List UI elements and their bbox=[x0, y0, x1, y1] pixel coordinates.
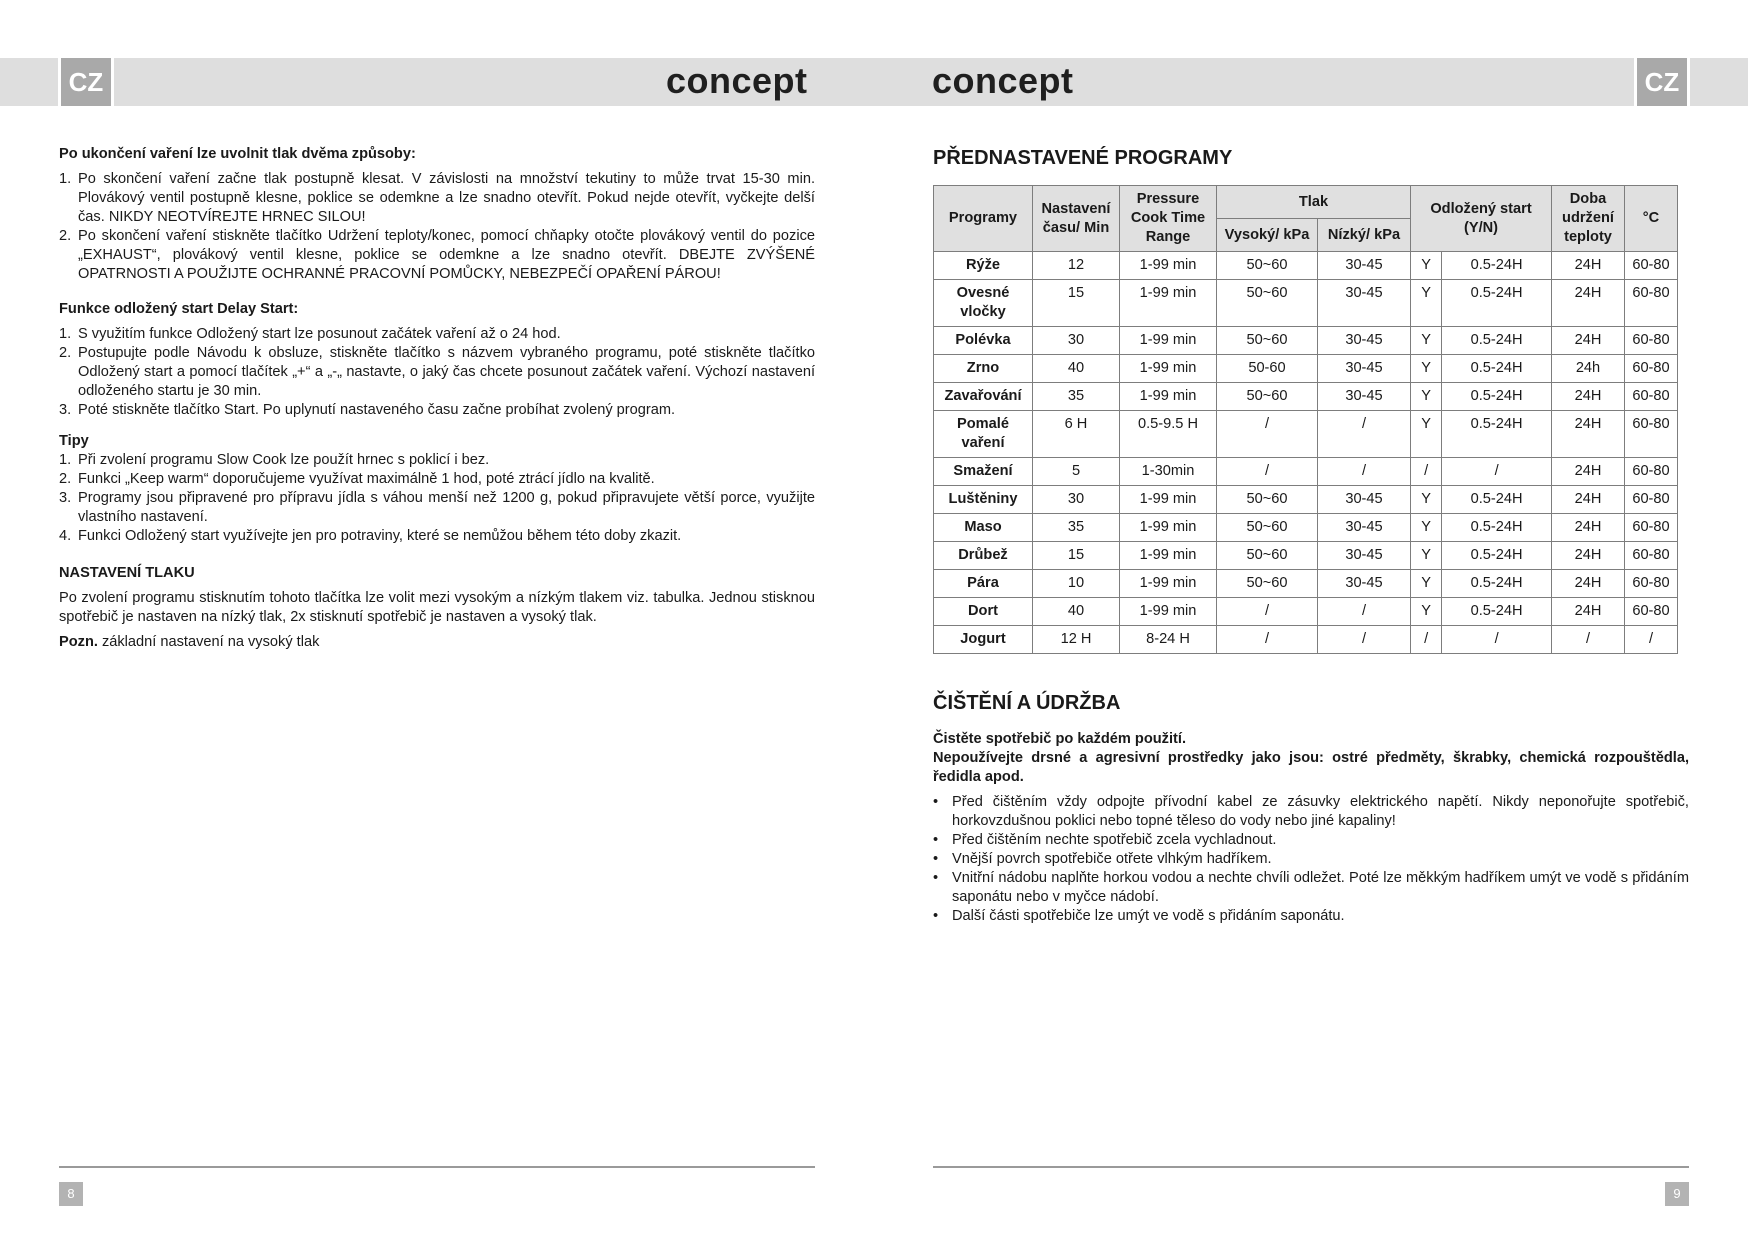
list-item: 1. Při zvolení programu Slow Cook lze použít hrnec s poklicí i bez. bbox=[59, 452, 490, 468]
table-cell: 50~60 bbox=[1217, 514, 1318, 542]
table-cell: 0.5-24H bbox=[1442, 327, 1552, 355]
table-cell: Y bbox=[1411, 542, 1442, 570]
table-cell: / bbox=[1411, 458, 1442, 486]
table-cell: 60-80 bbox=[1625, 570, 1678, 598]
right-page-content bbox=[933, 145, 1689, 926]
table-cell: 60-80 bbox=[1625, 514, 1678, 542]
table-row bbox=[934, 514, 1678, 542]
col-header-pressure: Pressure Cook Time Range bbox=[1120, 186, 1217, 252]
list-item: • Před čištěním vždy odpojte přívodní kabel ze zásuvky elektrického napětí. Nikdy neponořujte spotřebič, horkovzdušnou poklici nebo topné těleso do vody nebo jiné kapaliny! bbox=[933, 793, 1689, 831]
program-name-cell: Smažení bbox=[934, 458, 1033, 486]
table-cell: 24H bbox=[1552, 542, 1625, 570]
language-badge-left: CZ bbox=[58, 58, 114, 106]
program-name-cell: Zavařování bbox=[934, 383, 1033, 411]
table-cell: 50~60 bbox=[1217, 252, 1318, 280]
table-cell: Y bbox=[1411, 514, 1442, 542]
table-cell: Y bbox=[1411, 327, 1442, 355]
list-item: 3. Programy jsou připravené pro přípravu jídla s váhou menší než 1200 g, pokud připravujete větší porce, využijte vlastního nastavení. bbox=[59, 490, 815, 525]
cleaning-heading: ČIŠTĚNÍ A ÚDRŽBA bbox=[933, 692, 1121, 714]
table-cell: Y bbox=[1411, 252, 1442, 280]
table-row bbox=[934, 486, 1678, 514]
table-cell: 24H bbox=[1552, 327, 1625, 355]
note-text: základní nastavení na vysoký tlak bbox=[97, 634, 320, 650]
table-cell: Y bbox=[1411, 280, 1442, 327]
table-cell: 50~60 bbox=[1217, 570, 1318, 598]
table-row bbox=[934, 570, 1678, 598]
table-cell: 12 H bbox=[1033, 626, 1120, 654]
table-cell: 30-45 bbox=[1318, 355, 1411, 383]
language-badge-right: CZ bbox=[1634, 58, 1690, 106]
table-cell: 10 bbox=[1033, 570, 1120, 598]
table-cell: / bbox=[1217, 626, 1318, 654]
table-cell: 30-45 bbox=[1318, 570, 1411, 598]
table-cell: 0.5-24H bbox=[1442, 355, 1552, 383]
release-list bbox=[59, 170, 815, 284]
program-name-cell: Zrno bbox=[934, 355, 1033, 383]
table-cell: 30-45 bbox=[1318, 327, 1411, 355]
cleaning-list bbox=[933, 793, 1689, 926]
table-cell: 35 bbox=[1033, 383, 1120, 411]
table-row bbox=[934, 355, 1678, 383]
table-cell: / bbox=[1625, 626, 1678, 654]
cleaning-bold-1: Čistěte spotřebič po každém použití. bbox=[933, 731, 1186, 747]
table-cell: 1-99 min bbox=[1120, 486, 1217, 514]
table-cell: Y bbox=[1411, 486, 1442, 514]
note-label: Pozn. bbox=[59, 634, 98, 650]
table-cell: 5 bbox=[1033, 458, 1120, 486]
table-cell: 1-99 min bbox=[1120, 327, 1217, 355]
table-cell: / bbox=[1217, 598, 1318, 626]
delay-list bbox=[59, 325, 815, 420]
col-header-nizky: Nízký/ kPa bbox=[1318, 219, 1411, 252]
program-name-cell: Dort bbox=[934, 598, 1033, 626]
pressure-text: Po zvolení programu stisknutím tohoto tlačítka lze volit mezi vysokým a nízkým tlakem viz. tabulka. Jednou stisknou spotřebič je nastaven na nízký tlak, 2x stisknutí spotřebič je nastaven a vysoký tlak. bbox=[59, 590, 815, 625]
table-cell: 35 bbox=[1033, 514, 1120, 542]
table-cell: 1-99 min bbox=[1120, 280, 1217, 327]
program-name-cell: Rýže bbox=[934, 252, 1033, 280]
table-row bbox=[934, 458, 1678, 486]
table-cell: 60-80 bbox=[1625, 542, 1678, 570]
table-cell: 30-45 bbox=[1318, 280, 1411, 327]
table-cell: 60-80 bbox=[1625, 486, 1678, 514]
table-cell: 24H bbox=[1552, 280, 1625, 327]
table-cell: Y bbox=[1411, 570, 1442, 598]
table-cell: 60-80 bbox=[1625, 598, 1678, 626]
table-cell: 1-99 min bbox=[1120, 542, 1217, 570]
table-cell: 24H bbox=[1552, 458, 1625, 486]
table-cell: 1-99 min bbox=[1120, 570, 1217, 598]
footer-rule-left bbox=[59, 1166, 815, 1168]
list-item: 1. S využitím funkce Odložený start lze posunout začátek vaření až o 24 hod. bbox=[59, 326, 561, 342]
table-cell: 50~60 bbox=[1217, 486, 1318, 514]
table-cell: / bbox=[1411, 626, 1442, 654]
table-cell: 1-99 min bbox=[1120, 383, 1217, 411]
table-cell: 24H bbox=[1552, 383, 1625, 411]
release-heading: Po ukončení vaření lze uvolnit tlak dvěma způsoby: bbox=[59, 146, 416, 162]
table-row bbox=[934, 411, 1678, 458]
table-row bbox=[934, 626, 1678, 654]
table-cell: 50~60 bbox=[1217, 280, 1318, 327]
table-cell: 40 bbox=[1033, 355, 1120, 383]
delay-heading: Funkce odložený start Delay Start: bbox=[59, 301, 299, 317]
table-cell: 30-45 bbox=[1318, 252, 1411, 280]
table-row bbox=[934, 542, 1678, 570]
table-cell: 8-24 H bbox=[1120, 626, 1217, 654]
list-item: 4. Funkci Odložený start využívejte jen pro potraviny, které se nemůžou během této doby zkazit. bbox=[59, 528, 682, 544]
table-cell: 50~60 bbox=[1217, 383, 1318, 411]
table-cell: Y bbox=[1411, 383, 1442, 411]
table-cell: 40 bbox=[1033, 598, 1120, 626]
brand-logo-left: concept bbox=[666, 60, 808, 101]
col-header-nastaveni: Nastavení času/ Min bbox=[1033, 186, 1120, 252]
table-cell: 30 bbox=[1033, 327, 1120, 355]
table-cell: / bbox=[1318, 411, 1411, 458]
table-row bbox=[934, 327, 1678, 355]
table-cell: 1-99 min bbox=[1120, 514, 1217, 542]
program-name-cell: Polévka bbox=[934, 327, 1033, 355]
col-header-vysoky: Vysoký/ kPa bbox=[1217, 219, 1318, 252]
table-cell: 60-80 bbox=[1625, 327, 1678, 355]
program-name-cell: Pomalé vaření bbox=[934, 411, 1033, 458]
col-header-tlak: Tlak bbox=[1217, 186, 1411, 219]
list-item: • Vnitřní nádobu naplňte horkou vodou a nechte chvíli odležet. Poté lze měkkým hadříkem umýt ve vodě s přidáním saponátu nebo v myčce nádobí. bbox=[933, 869, 1689, 907]
table-cell: 6 H bbox=[1033, 411, 1120, 458]
table-cell: 30-45 bbox=[1318, 383, 1411, 411]
table-cell: 60-80 bbox=[1625, 355, 1678, 383]
col-header-programy: Programy bbox=[934, 186, 1033, 252]
list-item: 1. Po skončení vaření začne tlak postupně klesat. V závislosti na množství tekutiny to může trvat 15-30 min. Plovákový ventil postupně klesne, poklice se odemkne a lze snadno otevřít. Pokud nejde otevřít, vyčkejte delší čas. NIKDY NEOTVÍREJTE HRNEC SILOU! bbox=[59, 171, 815, 225]
table-row bbox=[934, 383, 1678, 411]
table-cell: 60-80 bbox=[1625, 252, 1678, 280]
table-cell: 1-30min bbox=[1120, 458, 1217, 486]
table-cell: 24H bbox=[1552, 486, 1625, 514]
table-cell: 15 bbox=[1033, 280, 1120, 327]
table-cell: 24H bbox=[1552, 570, 1625, 598]
table-cell: / bbox=[1217, 411, 1318, 458]
table-cell: / bbox=[1318, 458, 1411, 486]
table-cell: 1-99 min bbox=[1120, 598, 1217, 626]
tips-list bbox=[59, 451, 815, 546]
programs-table bbox=[933, 185, 1678, 654]
table-cell: 1-99 min bbox=[1120, 252, 1217, 280]
table-cell: / bbox=[1318, 626, 1411, 654]
table-cell: 0.5-24H bbox=[1442, 411, 1552, 458]
pressure-note bbox=[59, 633, 815, 652]
footer-rule-right bbox=[933, 1166, 1689, 1168]
program-name-cell: Luštěniny bbox=[934, 486, 1033, 514]
list-item: 2. Funkci „Keep warm“ doporučujeme využívat maximálně 1 hod, poté ztrácí jídlo na kvalitě. bbox=[59, 471, 655, 487]
table-cell: 0.5-24H bbox=[1442, 542, 1552, 570]
programs-table-body bbox=[934, 252, 1678, 654]
table-cell: 50~60 bbox=[1217, 542, 1318, 570]
table-cell: 60-80 bbox=[1625, 411, 1678, 458]
table-cell: 30-45 bbox=[1318, 514, 1411, 542]
program-name-cell: Drůbež bbox=[934, 542, 1033, 570]
table-row bbox=[934, 598, 1678, 626]
program-name-cell: Jogurt bbox=[934, 626, 1033, 654]
table-cell: 15 bbox=[1033, 542, 1120, 570]
table-cell: 0.5-24H bbox=[1442, 570, 1552, 598]
table-cell: 0.5-24H bbox=[1442, 598, 1552, 626]
list-item: • Před čištěním nechte spotřebič zcela vychladnout. bbox=[933, 831, 1689, 850]
page-number-right: 9 bbox=[1665, 1182, 1689, 1206]
program-name-cell: Maso bbox=[934, 514, 1033, 542]
list-item: 2. Postupujte podle Návodu k obsluze, stiskněte tlačítko s názvem vybraného programu, poté stiskněte tlačítko Odložený start a pomocí tlačítek „+“ a „-„ nastavte, o jaký čas chcete posunout začátek vaření. Výchozí nastavení odloženého startu je 30 min. bbox=[59, 345, 815, 399]
table-cell: 60-80 bbox=[1625, 458, 1678, 486]
table-cell: 0.5-24H bbox=[1442, 514, 1552, 542]
table-cell: 50~60 bbox=[1217, 327, 1318, 355]
cleaning-bold-2: Nepoužívejte drsné a agresivní prostředky jako jsou: ostré předměty, škrabky, chemická rozpouštědla, ředidla apod. bbox=[933, 750, 1689, 785]
table-cell: 30 bbox=[1033, 486, 1120, 514]
table-cell: 24H bbox=[1552, 598, 1625, 626]
table-row bbox=[934, 252, 1678, 280]
table-cell: 60-80 bbox=[1625, 383, 1678, 411]
table-cell: 30-45 bbox=[1318, 542, 1411, 570]
col-header-odlozeny: Odložený start (Y/N) bbox=[1411, 186, 1552, 252]
table-cell: / bbox=[1442, 626, 1552, 654]
table-cell: / bbox=[1318, 598, 1411, 626]
table-cell: 0.5-9.5 H bbox=[1120, 411, 1217, 458]
program-name-cell: Ovesné vločky bbox=[934, 280, 1033, 327]
table-row bbox=[934, 280, 1678, 327]
table-cell: / bbox=[1442, 458, 1552, 486]
table-cell: / bbox=[1552, 626, 1625, 654]
table-cell: 24H bbox=[1552, 252, 1625, 280]
programs-heading: PŘEDNASTAVENÉ PROGRAMY bbox=[933, 147, 1233, 169]
pressure-heading: NASTAVENÍ TLAKU bbox=[59, 565, 195, 581]
table-cell: 0.5-24H bbox=[1442, 383, 1552, 411]
list-item: • Vnější povrch spotřebiče otřete vlhkým hadříkem. bbox=[933, 850, 1689, 869]
tips-heading: Tipy bbox=[59, 433, 89, 449]
list-item: • Další části spotřebiče lze umýt ve vodě s přidáním saponátu. bbox=[933, 907, 1689, 926]
table-cell: 12 bbox=[1033, 252, 1120, 280]
table-cell: 0.5-24H bbox=[1442, 280, 1552, 327]
table-cell: 30-45 bbox=[1318, 486, 1411, 514]
program-name-cell: Pára bbox=[934, 570, 1033, 598]
table-cell: / bbox=[1217, 458, 1318, 486]
table-cell: Y bbox=[1411, 355, 1442, 383]
table-cell: 0.5-24H bbox=[1442, 486, 1552, 514]
col-header-teplota: °C bbox=[1625, 186, 1678, 252]
table-cell: Y bbox=[1411, 411, 1442, 458]
brand-logo-right: concept bbox=[932, 60, 1074, 101]
table-cell: 60-80 bbox=[1625, 280, 1678, 327]
table-cell: Y bbox=[1411, 598, 1442, 626]
list-item: 2. Po skončení vaření stiskněte tlačítko Udržení teploty/konec, pomocí chňapky otočte plovákový ventil do pozice „EXHAUST“, plovákový ventil klesne, poklice se odemkne a lze snadno otevřít. DBEJTE ZVÝŠENÉ OPATRNOSTI A POUŽIJTE OCHRANNÉ PRACOVNÍ POMŮCKY, NEBEZPEČÍ OPAŘENÍ PÁROU! bbox=[59, 228, 815, 282]
table-cell: 50-60 bbox=[1217, 355, 1318, 383]
table-cell: 0.5-24H bbox=[1442, 252, 1552, 280]
table-cell: 24H bbox=[1552, 514, 1625, 542]
page-number-left: 8 bbox=[59, 1182, 83, 1206]
table-cell: 1-99 min bbox=[1120, 355, 1217, 383]
list-item: 3. Poté stiskněte tlačítko Start. Po uplynutí nastaveného času začne probíhat zvolený program. bbox=[59, 402, 676, 418]
col-header-doba: Doba udržení teploty bbox=[1552, 186, 1625, 252]
table-cell: 24H bbox=[1552, 411, 1625, 458]
left-page-content bbox=[59, 145, 815, 652]
table-cell: 24h bbox=[1552, 355, 1625, 383]
